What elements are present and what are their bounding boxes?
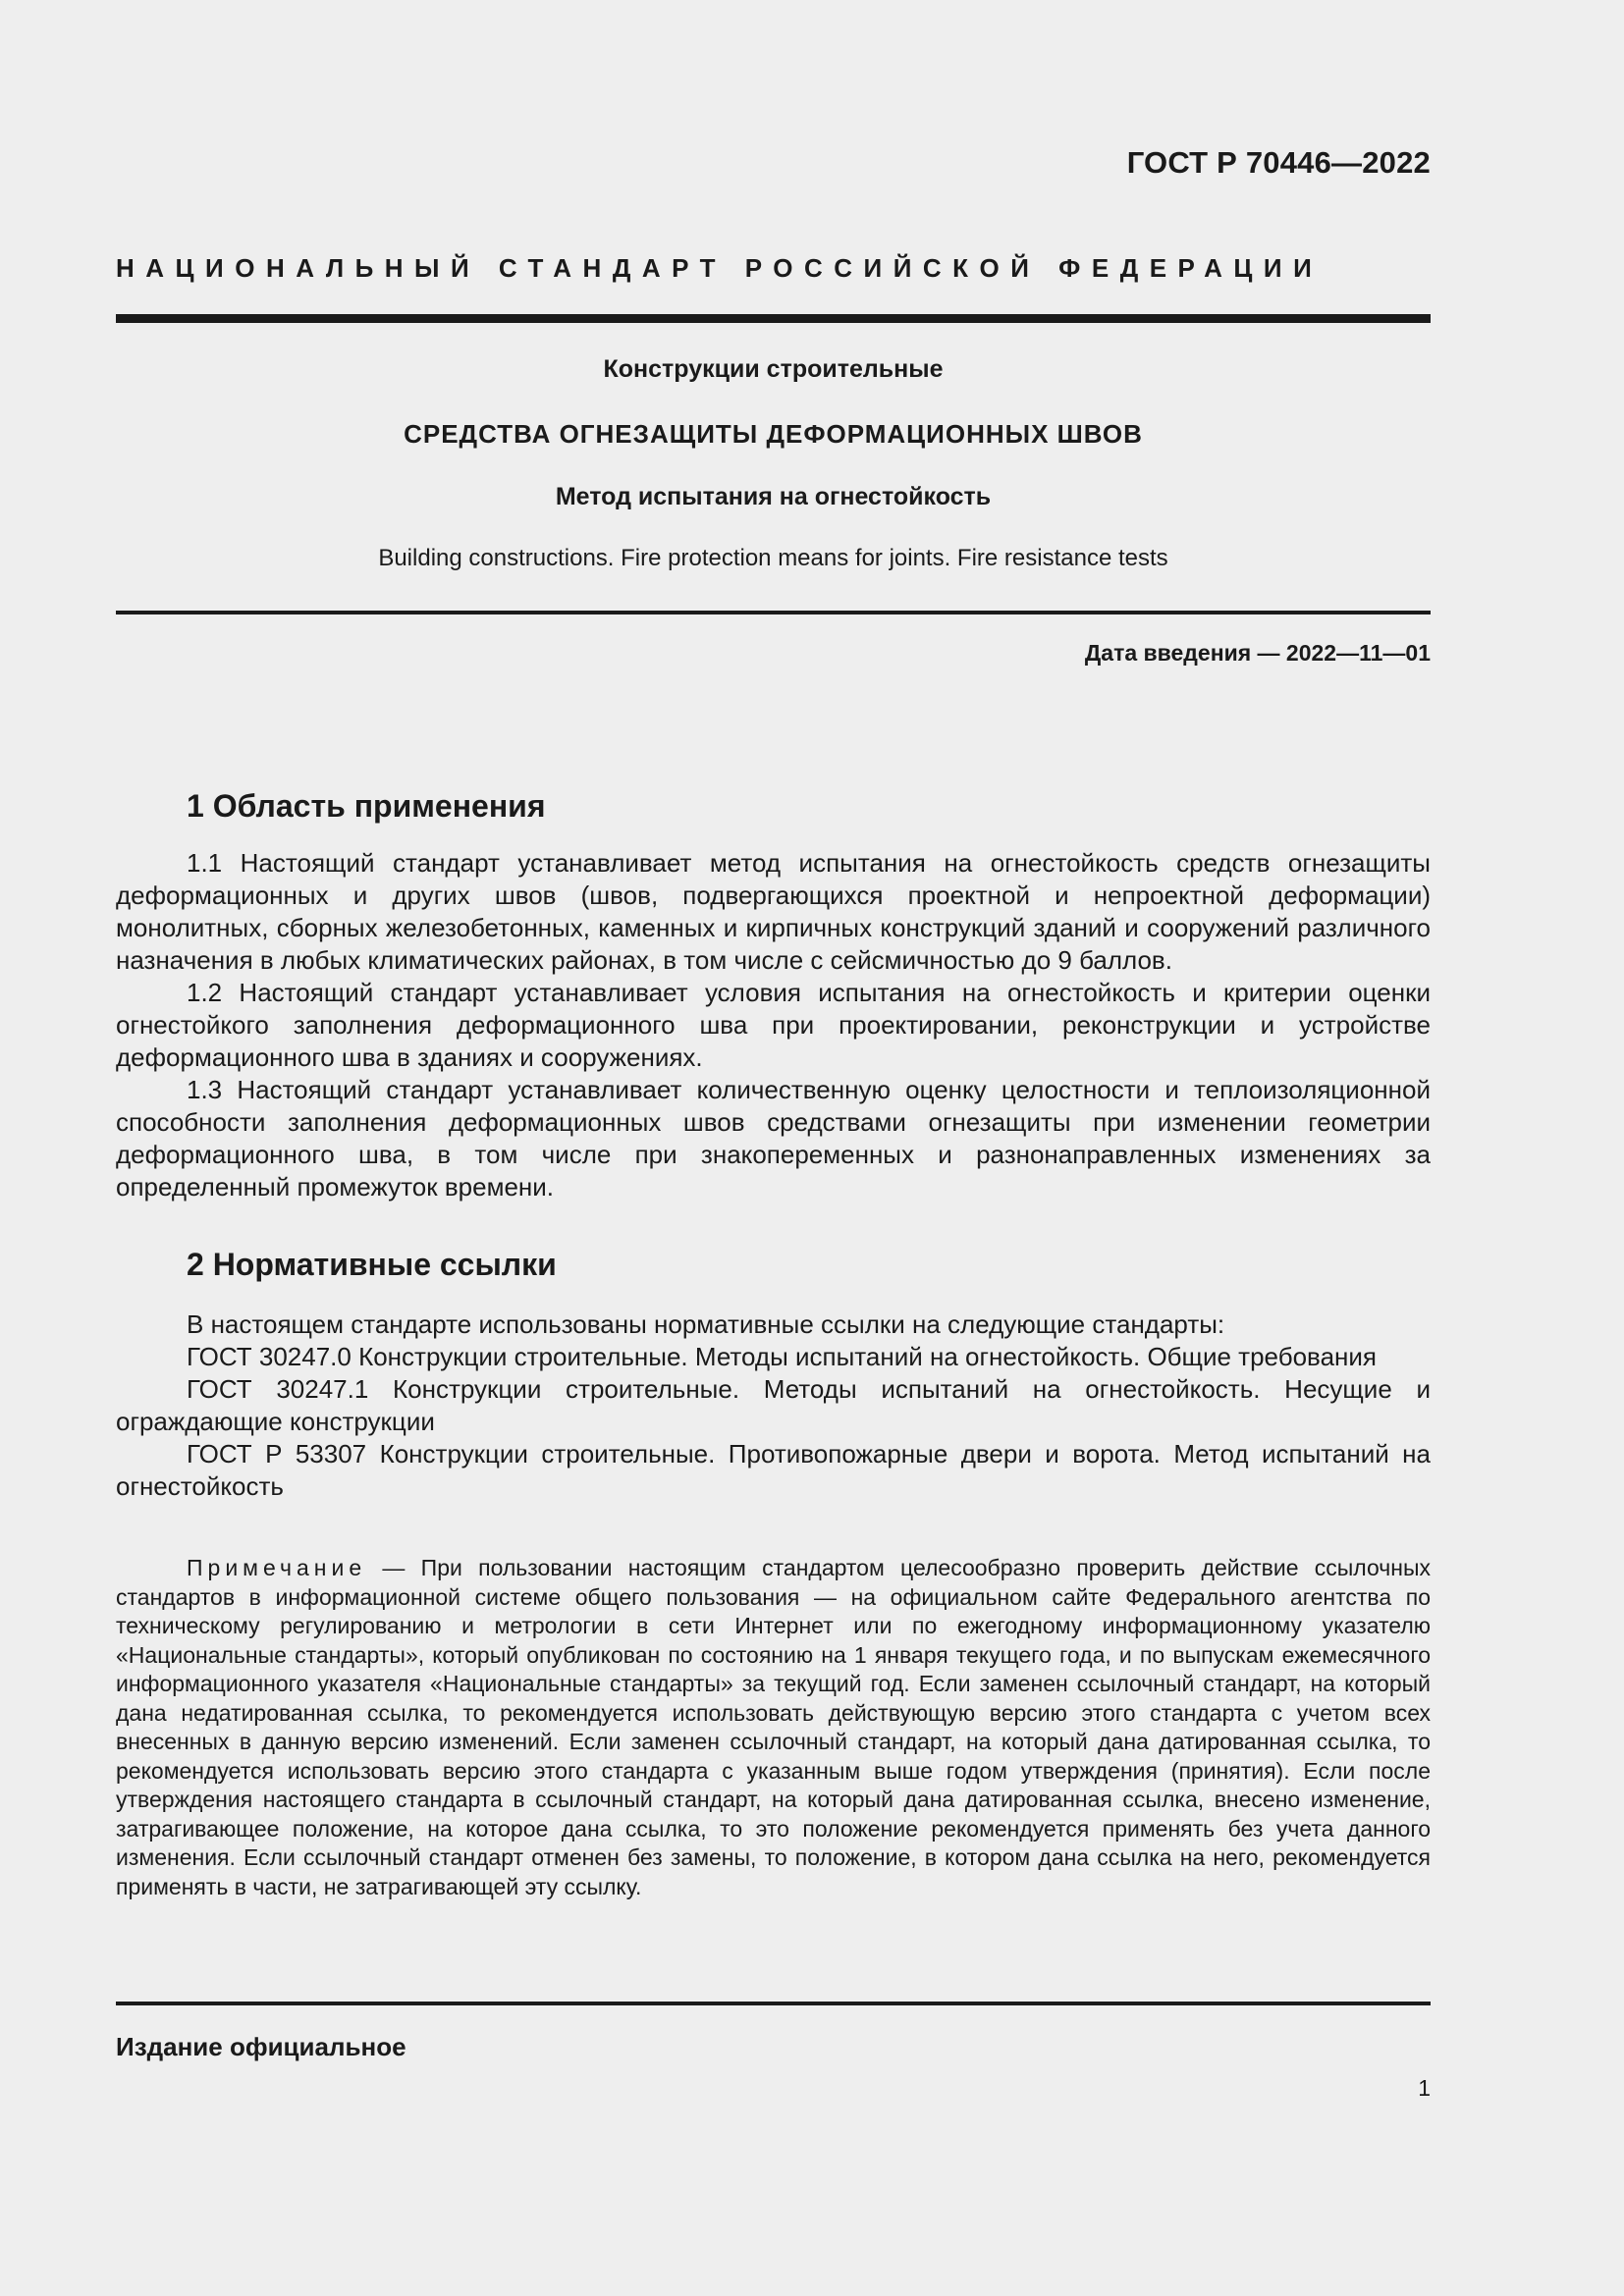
reference-item: ГОСТ 30247.1 Конструкции строительные. Методы испытаний на огнестойкость. Несущие и ограждающие конструкции <box>116 1374 1431 1436</box>
header-divider-thick <box>116 314 1431 323</box>
document-method-title: Метод испытания на огнестойкость <box>555 483 992 510</box>
document-number: ГОСТ Р 70446—2022 <box>1126 145 1431 180</box>
footer-divider <box>116 2002 1431 2005</box>
note-paragraph <box>116 1554 1431 1901</box>
reference-item: ГОСТ 30247.0 Конструкции строительные. Методы испытаний на огнестойкость. Общие требования <box>187 1342 1377 1371</box>
references-intro: В настоящем стандарте использованы нормативные ссылки на следующие стандарты: <box>187 1309 1225 1339</box>
paragraph-1-3: 1.3 Настоящий стандарт устанавливает количественную оценку целостности и теплоизоляционной способности заполнения деформационных швов средствами огнезащиты при изменении геометрии деформационного шва, в том числе при знакопеременных и разнонаправленных изменениях за определенный промежуток времени. <box>116 1075 1431 1201</box>
section-1-body <box>116 847 1431 1203</box>
page-number: 1 <box>1418 2075 1431 2101</box>
national-standard-title: НАЦИОНАЛЬНЫЙ СТАНДАРТ РОССИЙСКОЙ ФЕДЕРАЦИИ <box>116 253 1324 283</box>
section-1-heading: 1 Область применения <box>187 788 546 824</box>
paragraph-1-1: 1.1 Настоящий стандарт устанавливает метод испытания на огнестойкость средств огнезащиты деформационных и других швов (швов, подвергающихся проектной и непроектной деформации) монолитных, сборных железобетонных, каменных и кирпичных конструкций зданий и сооружений различного назначения в любых климатических районах, в том числе с сейсмичностью до 9 баллов. <box>116 848 1431 975</box>
paragraph-1-2: 1.2 Настоящий стандарт устанавливает условия испытания на огнестойкость и критерии оценки огнестойкого заполнения деформационного шва при проектировании, реконструкции и устройстве деформационного шва в зданиях и сооружениях. <box>116 978 1431 1072</box>
title-divider <box>116 611 1431 614</box>
introduction-date: Дата введения — 2022—11—01 <box>1084 640 1431 666</box>
section-2-note <box>116 1554 1431 1901</box>
official-edition-label: Издание официальное <box>116 2032 406 2061</box>
note-label: Примечание <box>187 1555 367 1580</box>
document-subtitle: Конструкции строительные <box>603 355 944 383</box>
section-2-heading: 2 Нормативные ссылки <box>187 1247 557 1282</box>
note-text: — При пользовании настоящим стандартом целесообразно проверить действие ссылочных стандартов в информационной системе общего пользования — на официальном сайте Федерального агентства по техническому регулированию и метрологии в сети Интернет или по ежегодному информационному указателю «Национальные стандарты», который опубликован по состоянию на 1 января текущего года, и по выпускам ежемесячного информационного указателя «Национальные стандарты» за текущий год. Если заменен ссылочный стандарт, на который дана недатированная ссылка, то рекомендуется использовать действующую версию этого стандарта с учетом всех внесенных в данную версию изменений. Если заменен ссылочный стандарт, на который дана датированная ссылка, то рекомендуется использовать версию этого стандарта с указанным выше годом утверждения (принятия). Если после утверждения настоящего стандарта в ссылочный стандарт, на который дана датированная ссылка, внесено изменение, затрагивающее положение, на которое дана ссылка, то это положение рекомендуется применять без учета данного изменения. Если ссылочный стандарт отменен без замены, то положение, в котором дана ссылка на него, рекомендуется применять в части, не затрагивающей эту ссылку. <box>116 1555 1431 1899</box>
document-english-title: Building constructions. Fire protection means for joints. Fire resistance tests <box>378 545 1168 571</box>
document-main-title: СРЕДСТВА ОГНЕЗАЩИТЫ ДЕФОРМАЦИОННЫХ ШВОВ <box>404 419 1143 449</box>
reference-item: ГОСТ Р 53307 Конструкции строительные. Противопожарные двери и ворота. Метод испытаний на огнестойкость <box>116 1439 1431 1501</box>
section-2-body <box>116 1308 1431 1503</box>
